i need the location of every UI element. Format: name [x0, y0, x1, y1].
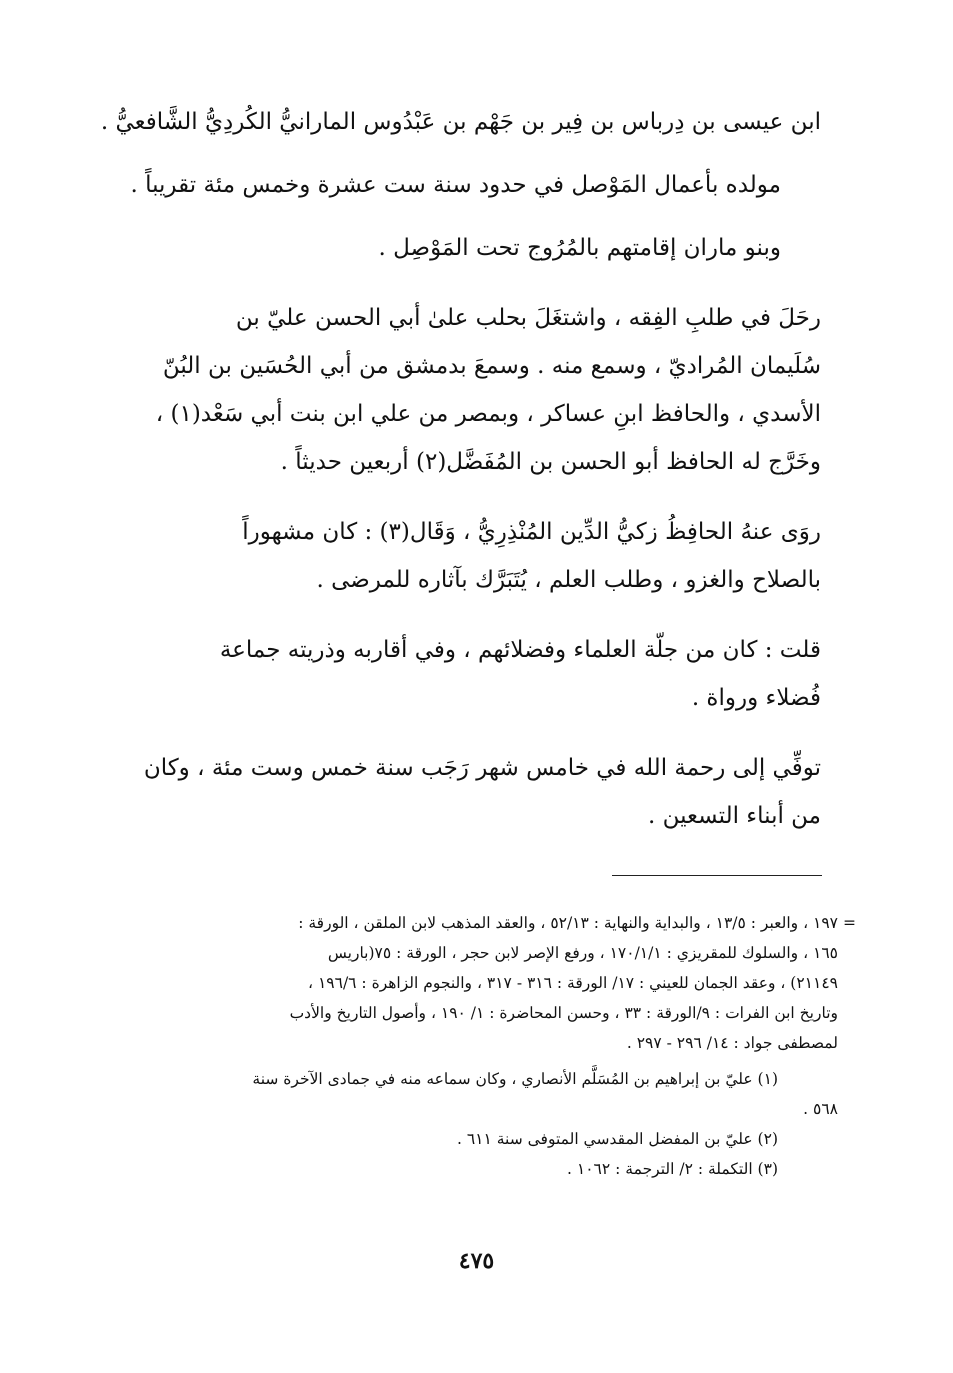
footnotes	[118, 908, 856, 1184]
footnote-1	[118, 1064, 838, 1094]
paragraph-lineage	[100, 98, 821, 146]
paragraph-note	[131, 626, 821, 722]
paragraph-residence	[131, 224, 821, 272]
text-line: فُضلاء ورواة .	[691, 685, 821, 711]
text-line: بالصلاح والغزو ، وطلب العلم ، يُتَبَرَّك بآثاره للمرضى .	[316, 567, 821, 593]
text-line: رحَلَ في طلبِ الفِقه ، واشتغَلَ بحلب علىٰ أبي الحسن عليّ بن	[235, 305, 821, 331]
footnote-line: ١٦٥ ، والسلوك للمقريزي : ١٧٠/١/١ ، ورفع الإصر لابن حجر ، الورقة : ٧٥(باريس	[327, 944, 838, 962]
footnote-1-continuation	[118, 1094, 838, 1124]
paragraph-travels	[131, 294, 821, 486]
footnote-2	[118, 1124, 838, 1154]
paragraph-narrators	[131, 508, 821, 604]
text-line: وخَرَّج له الحافظ أبو الحسن بن المُفَضَّل(٢) أربعين حديثاً .	[280, 449, 821, 475]
text-line: الأسدي ، والحافظ ابنِ عساكر ، وبمصر من علي ابن بنت أبي سَعْد(١) ،	[155, 401, 821, 427]
text-line: ابن عيسى بن دِرباس بن فِير بن جَهْم بن عَبْدُوس المارانيُّ الكُردِيُّ الشَّافعيُّ .	[100, 109, 821, 135]
footnote-line: ١٩٧ ، والعبر : ١٣/٥ ، والبداية والنهاية : ٥٢/١٣ ، والعقد المذهب لابن الملقن ، الورقة :	[298, 914, 838, 932]
page-number: ٤٧٥	[458, 1248, 495, 1274]
footnote-line: (٣) التكملة : ٢/ الترجمة : ١٠٦٢ .	[567, 1160, 778, 1178]
footnote-line: وتاريخ ابن الفرات : ٩/الورقة : ٣٣ ، وحسن المحاضرة : ١/ ١٩٠ ، وأصول التاريخ والأدب	[289, 1004, 838, 1022]
paragraph-birth	[131, 161, 821, 209]
main-text	[100, 98, 821, 840]
footnote-line: ٥٦٨ .	[803, 1100, 838, 1118]
text-line: سُلَيمان المُراديّ ، وسمع منه . وسمعَ بدمشق من أبي الحُسَين بن البُنّ	[162, 353, 821, 379]
footnote-line: لمصطفى جواد : ١٤/ ٢٩٦ - ٢٩٧ .	[626, 1034, 838, 1052]
text-line: مولده بأعمال المَوْصل في حدود سنة ست عشرة وخمس مئة تقريباً .	[130, 172, 781, 198]
text-line: من أبناء التسعين .	[647, 803, 821, 829]
footnote-continuation	[118, 908, 856, 1058]
text-line: روَى عنهُ الحافِظُ زكيُّ الدِّين المُنْذِرِيُّ ، وَقَال(٣) : كان مشهوراً	[242, 519, 821, 545]
text-line: توفِّي إلى رحمة الله في خامس شهر رَجَب سنة خمس وست مئة ، وكان	[143, 755, 821, 781]
footnote-divider	[612, 875, 822, 876]
text-line: قلت : كان من جلّة العلماء وفضلائهم ، وفي أقاربه وذريته جماعة	[219, 637, 821, 663]
text-line: وبنو ماران إقامتهم بالمُرُوج تحت المَوْصِل .	[378, 235, 781, 261]
footnote-line: (٢) عليّ بن المفضل المقدسي المتوفى سنة ٦١١ .	[456, 1130, 778, 1148]
footnote-line: ٢١١٤٩) ، وعقد الجمان للعيني : ١٧/ الورقة : ٣١٦ - ٣١٧ ، والنجوم الزاهرة : ١٩٦/٦ ،	[308, 974, 838, 992]
footnote-line: (١) عليّ بن إبراهيم بن المُسَلَّم الأنصاري ، وكان سماعه منه في جمادى الآخرة سنة	[252, 1070, 778, 1088]
footnote-3	[118, 1154, 838, 1184]
paragraph-death	[131, 744, 821, 840]
continuation-mark: =	[843, 914, 856, 932]
